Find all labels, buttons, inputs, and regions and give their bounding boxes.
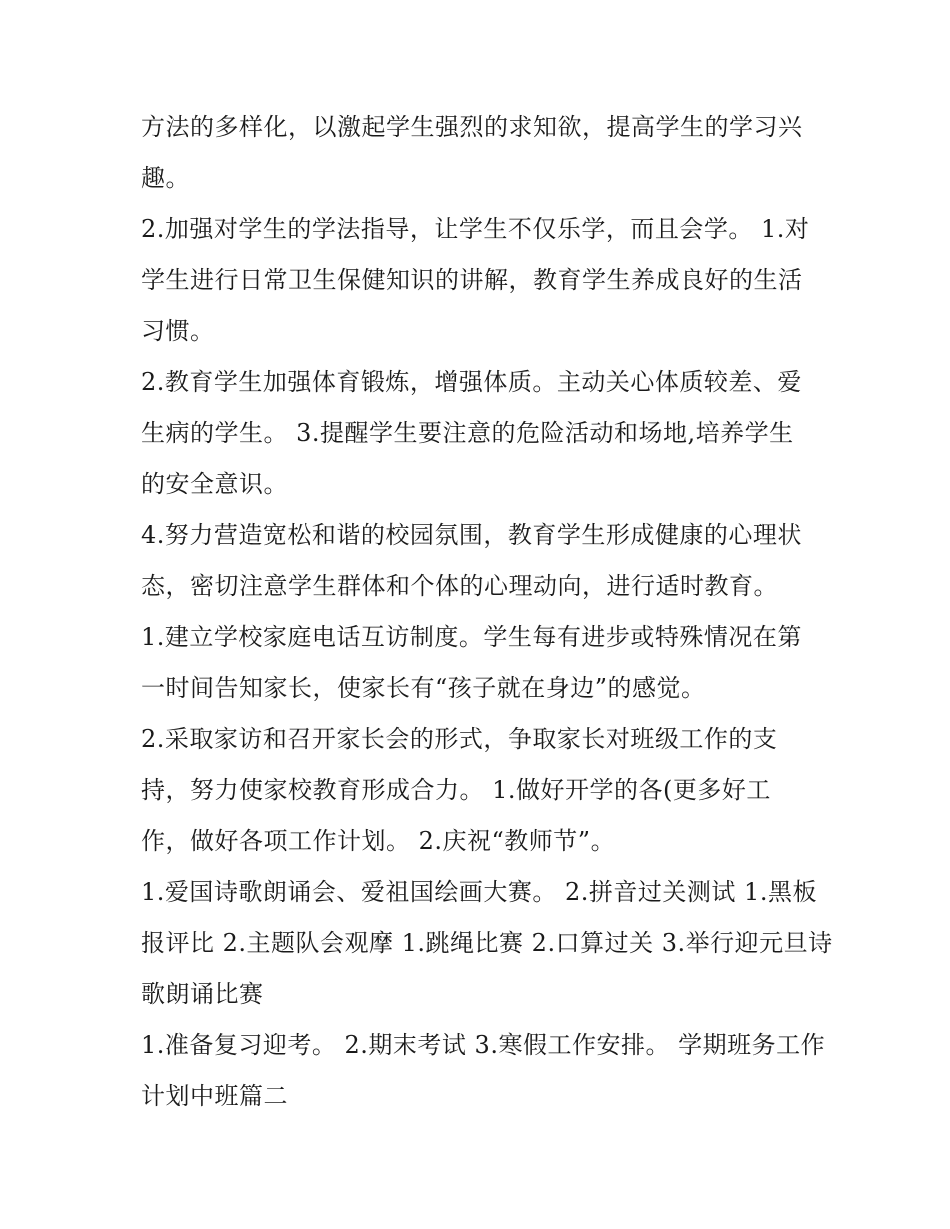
text-line: 的安全意识。 — [141, 470, 288, 498]
text-line: 学生进行日常卫生保健知识的讲解，教育学生养成良好的生活 — [141, 266, 803, 294]
text-line: 生病的学生。 3.提醒学生要注意的危险活动和场地,培养学生 — [141, 419, 794, 447]
text-line: 持，努力使家校教育形成合力。 1.做好开学的各(更多好工 — [141, 776, 771, 804]
text-line: 方法的多样化，以激起学生强烈的求知欲，提高学生的学习兴 — [141, 113, 803, 141]
text-line: 报评比 2.主题队会观摩 1.跳绳比赛 2.口算过关 3.举行迎元旦诗 — [141, 929, 833, 957]
text-line: 1.准备复习迎考。 2.期末考试 3.寒假工作安排。 学期班务工作 — [141, 1031, 826, 1059]
text-line: 态，密切注意学生群体和个体的心理动向，进行适时教育。 — [141, 572, 778, 600]
text-line: 一时间告知家长，使家长有“孩子就在身边”的感觉。 — [141, 674, 706, 702]
text-line: 1.爱国诗歌朗诵会、爱祖国绘画大赛。 2.拼音过关测试 1.黑板 — [141, 878, 817, 906]
text-line: 趣。 — [141, 164, 190, 192]
text-line: 作，做好各项工作计划。 2.庆祝“教师节”。 — [141, 827, 616, 855]
text-line: 歌朗诵比赛 — [141, 980, 264, 1008]
text-line: 2.采取家访和召开家长会的形式，争取家长对班级工作的支 — [141, 725, 778, 753]
text-line: 计划中班篇二 — [141, 1082, 288, 1110]
text-line: 2.教育学生加强体育锻炼，增强体质。主动关心体质较差、爱 — [141, 368, 802, 396]
text-line: 习惯。 — [141, 317, 215, 345]
document-body — [141, 102, 833, 1122]
text-line: 4.努力营造宽松和谐的校园氛围，教育学生形成健康的心理状 — [141, 521, 802, 549]
text-line: 2.加强对学生的学法指导，让学生不仅乐学，而且会学。 1.对 — [141, 215, 810, 243]
text-line: 1.建立学校家庭电话互访制度。学生每有进步或特殊情况在第 — [141, 623, 802, 651]
